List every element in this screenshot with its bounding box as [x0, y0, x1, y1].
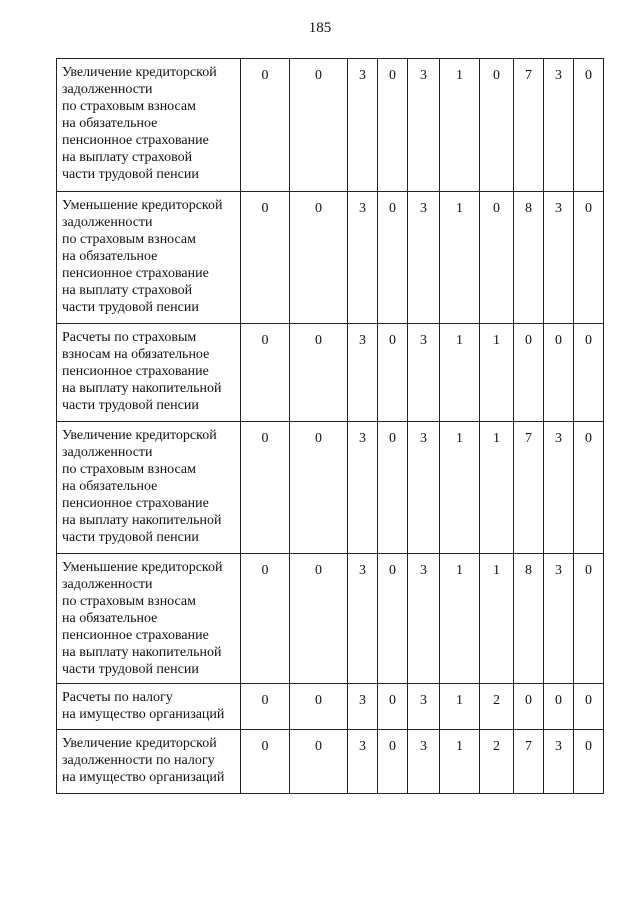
- code-digit: 0: [514, 324, 544, 422]
- code-digit: 0: [290, 59, 348, 192]
- code-digit: 0: [574, 684, 604, 730]
- code-digit: 3: [348, 324, 378, 422]
- code-digit: 3: [348, 422, 378, 554]
- code-digit: 3: [348, 192, 378, 324]
- code-digit: 0: [378, 554, 408, 684]
- code-digit: 3: [544, 422, 574, 554]
- code-digit: 0: [544, 324, 574, 422]
- code-digit: 3: [408, 422, 440, 554]
- code-digit: 3: [408, 684, 440, 730]
- code-digit: 0: [241, 324, 290, 422]
- row-label: Уменьшение кредиторской задолженности по страховым взносам на обязательное пенсионное страхование на выплату накопительной части трудовой пенсии: [57, 554, 241, 684]
- code-digit: 0: [241, 554, 290, 684]
- code-digit: 0: [378, 192, 408, 324]
- table-row: [57, 324, 604, 422]
- code-digit: 0: [290, 324, 348, 422]
- code-digit: 0: [574, 730, 604, 794]
- code-digit: 1: [480, 324, 514, 422]
- code-digit: 3: [348, 730, 378, 794]
- code-digit: 3: [348, 59, 378, 192]
- code-digit: 0: [574, 324, 604, 422]
- code-digit: 0: [241, 192, 290, 324]
- table-row: [57, 684, 604, 730]
- code-digit: 0: [241, 59, 290, 192]
- code-digit: 0: [378, 684, 408, 730]
- code-digit: 8: [514, 554, 544, 684]
- code-digit: 0: [241, 684, 290, 730]
- code-digit: 1: [440, 730, 480, 794]
- code-digit: 1: [440, 59, 480, 192]
- code-digit: 3: [544, 59, 574, 192]
- code-digit: 0: [378, 324, 408, 422]
- table-row: [57, 554, 604, 684]
- code-digit: 0: [290, 422, 348, 554]
- code-digit: 3: [408, 192, 440, 324]
- code-digit: 0: [574, 422, 604, 554]
- code-digit: 1: [440, 684, 480, 730]
- row-label: Расчеты по страховым взносам на обязательное пенсионное страхование на выплату накопительной части трудовой пенсии: [57, 324, 241, 422]
- code-digit: 8: [514, 192, 544, 324]
- code-digit: 0: [574, 192, 604, 324]
- document-table-container: [56, 58, 604, 794]
- code-digit: 0: [290, 730, 348, 794]
- row-label: Увеличение кредиторской задолженности по страховым взносам на обязательное пенсионное страхование на выплату накопительной части трудовой пенсии: [57, 422, 241, 554]
- code-digit: 0: [290, 192, 348, 324]
- code-digit: 3: [348, 554, 378, 684]
- code-digit: 7: [514, 422, 544, 554]
- row-label: Расчеты по налогу на имущество организаций: [57, 684, 241, 730]
- row-label: Уменьшение кредиторской задолженности по страховым взносам на обязательное пенсионное страхование на выплату страховой части трудовой пенсии: [57, 192, 241, 324]
- code-digit: 2: [480, 684, 514, 730]
- code-digit: 1: [440, 192, 480, 324]
- code-digit: 3: [408, 730, 440, 794]
- code-digit: 7: [514, 730, 544, 794]
- table-row: [57, 192, 604, 324]
- table-row: [57, 422, 604, 554]
- table-row: [57, 59, 604, 192]
- code-digit: 0: [574, 554, 604, 684]
- code-digit: 0: [241, 422, 290, 554]
- code-digit: 0: [514, 684, 544, 730]
- code-digit: 3: [544, 730, 574, 794]
- code-digit: 0: [480, 192, 514, 324]
- code-digit: 1: [480, 422, 514, 554]
- code-digit: 3: [544, 554, 574, 684]
- row-label: Увеличение кредиторской задолженности по налогу на имущество организаций: [57, 730, 241, 794]
- code-digit: 0: [378, 59, 408, 192]
- code-digit: 3: [544, 192, 574, 324]
- table-row: [57, 730, 604, 794]
- code-digit: 0: [290, 684, 348, 730]
- code-digit: 0: [378, 422, 408, 554]
- code-digit: 3: [408, 554, 440, 684]
- account-codes-table: [56, 58, 604, 794]
- code-digit: 0: [544, 684, 574, 730]
- code-digit: 7: [514, 59, 544, 192]
- code-digit: 0: [241, 730, 290, 794]
- code-digit: 3: [348, 684, 378, 730]
- code-digit: 3: [408, 324, 440, 422]
- code-digit: 3: [408, 59, 440, 192]
- code-digit: 2: [480, 730, 514, 794]
- code-digit: 1: [440, 422, 480, 554]
- row-label: Увеличение кредиторской задолженности по страховым взносам на обязательное пенсионное страхование на выплату страховой части трудовой пенсии: [57, 59, 241, 192]
- code-digit: 1: [480, 554, 514, 684]
- code-digit: 1: [440, 554, 480, 684]
- code-digit: 0: [290, 554, 348, 684]
- code-digit: 0: [574, 59, 604, 192]
- code-digit: 1: [440, 324, 480, 422]
- code-digit: 0: [480, 59, 514, 192]
- code-digit: 0: [378, 730, 408, 794]
- page-number: 185: [308, 20, 332, 36]
